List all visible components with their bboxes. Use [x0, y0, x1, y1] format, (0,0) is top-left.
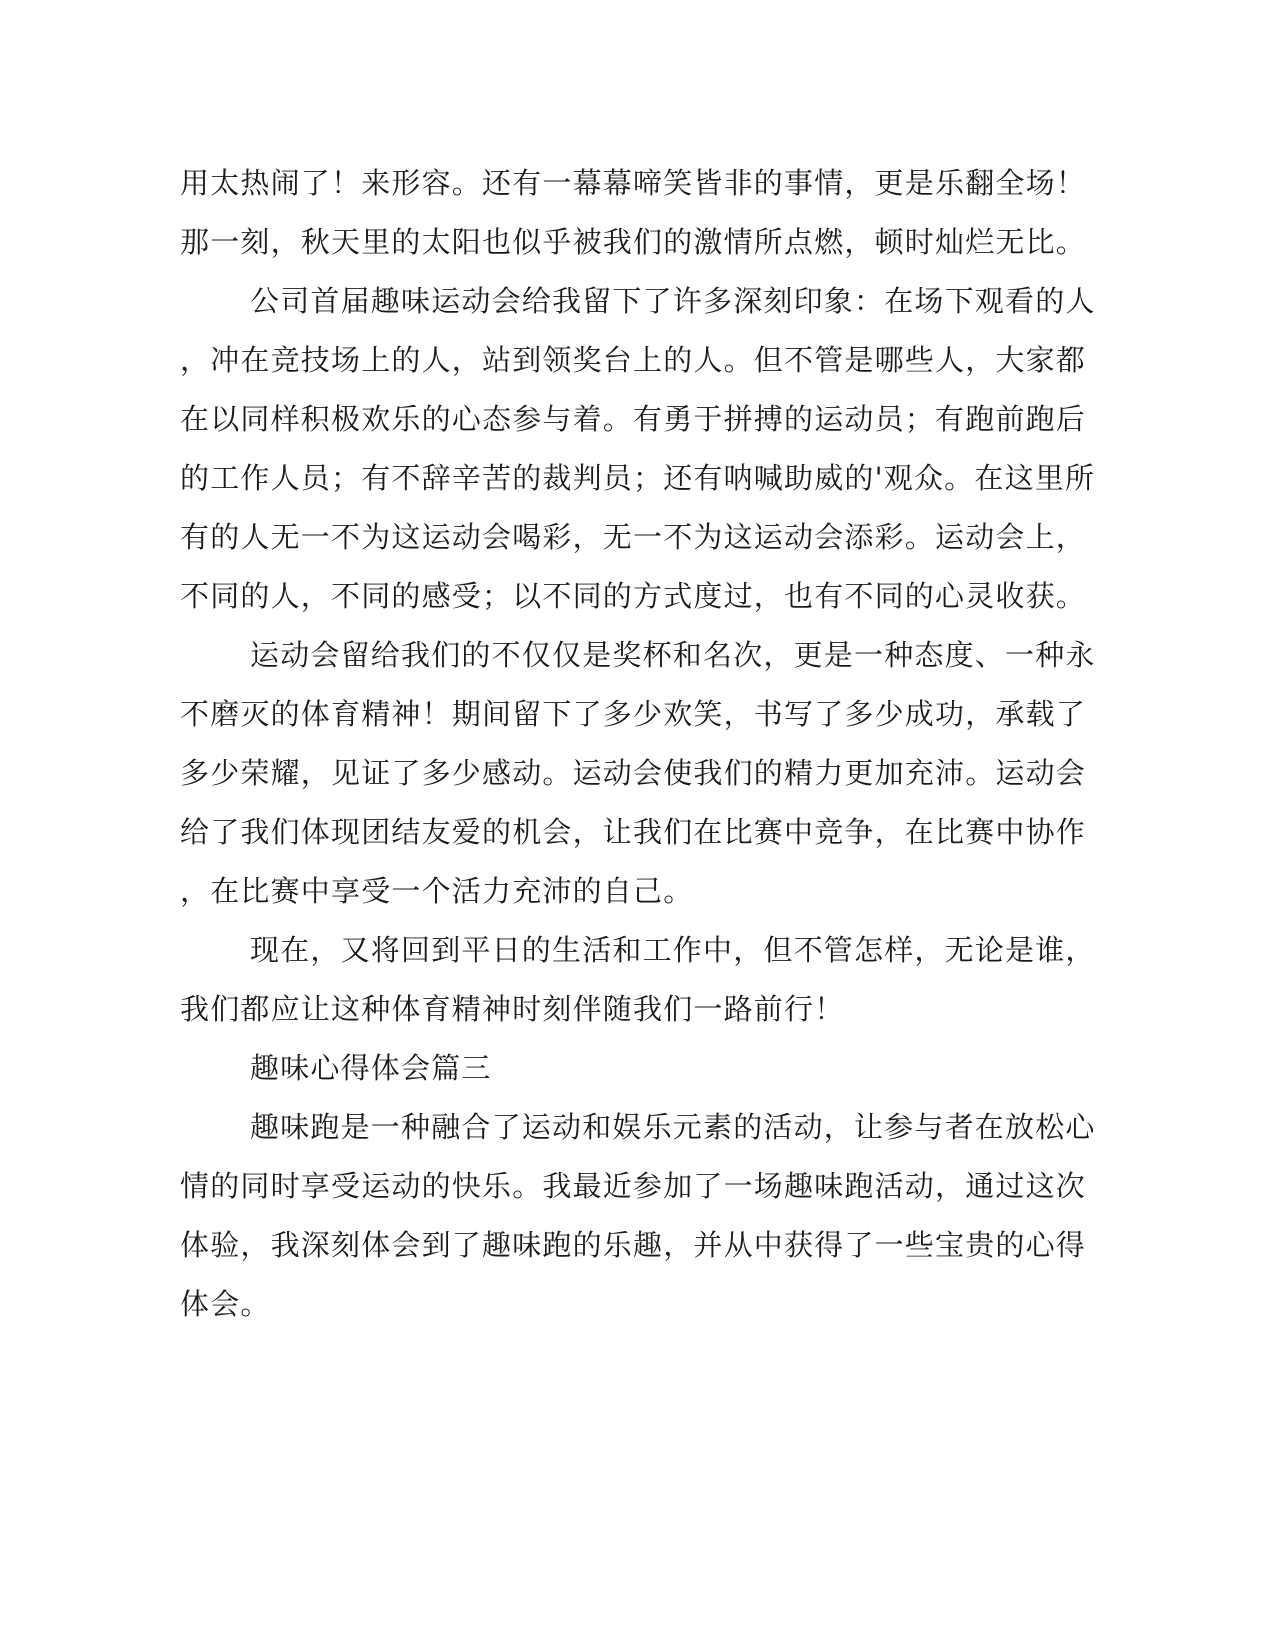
paragraph-start-line: 现在，又将回到平日的生活和工作中，但不管怎样，无论是谁，: [250, 933, 1096, 967]
section-heading: 趣味心得体会篇三: [250, 1051, 492, 1085]
text-line-10: 不磨灭的体育精神！期间留下了多少欢笑，书写了多少成功，承载了: [180, 697, 1087, 731]
text-line-12: 给了我们体现团结友爱的机会，让我们在比赛中竞争，在比赛中协作: [180, 815, 1087, 849]
text-line-7: 有的人无一不为这运动会喝彩，无一不为这运动会添彩。运动会上，: [180, 520, 1087, 554]
text-line-15: 我们都应让这种体育精神时刻伴随我们一路前行！: [180, 992, 845, 1026]
paragraph-start-line: 公司首届趣味运动会给我留下了许多深刻印象：在场下观看的人: [250, 284, 1096, 318]
text-line-11: 多少荣耀，见证了多少感动。运动会使我们的精力更加充沛。运动会: [180, 756, 1087, 790]
text-line-4: ，冲在竞技场上的人，站到领奖台上的人。但不管是哪些人，大家都: [180, 343, 1087, 377]
text-line-8: 不同的人，不同的感受；以不同的方式度过，也有不同的心灵收获。: [180, 579, 1087, 613]
paragraph-start-line: 运动会留给我们的不仅仅是奖杯和名次，更是一种态度、一种永: [250, 638, 1096, 672]
text-line-5: 在以同样积极欢乐的心态参与着。有勇于拼搏的运动员；有跑前跑后: [180, 402, 1087, 436]
text-line-1: 用太热闹了！来形容。还有一幕幕啼笑皆非的事情，更是乐翻全场！: [180, 166, 1087, 200]
paragraph-start-line: 趣味跑是一种融合了运动和娱乐元素的活动，让参与者在放松心: [250, 1110, 1096, 1144]
text-line-6: 的工作人员；有不辞辛苦的裁判员；还有呐喊助威的'观众。在这里所: [180, 461, 1096, 495]
text-line-18: 情的同时享受运动的快乐。我最近参加了一场趣味跑活动，通过这次: [180, 1169, 1087, 1203]
text-line-19: 体验，我深刻体会到了趣味跑的乐趣，并从中获得了一些宝贵的心得: [180, 1228, 1087, 1262]
text-line-2: 那一刻，秋天里的太阳也似乎被我们的激情所点燃，顿时灿烂无比。: [180, 225, 1087, 259]
document-body: [180, 163, 1096, 1343]
text-line-20: 体会。: [180, 1287, 271, 1321]
text-line-13: ，在比赛中享受一个活力充沛的自己。: [180, 874, 694, 908]
